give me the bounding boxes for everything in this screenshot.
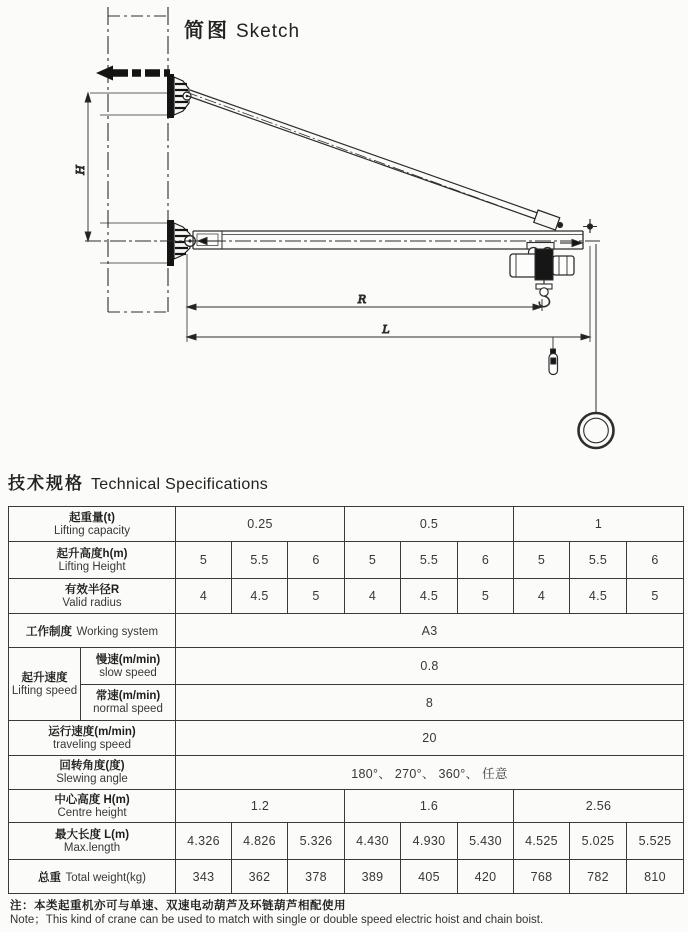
label-en: Lifting Height <box>58 560 126 573</box>
row-label-lift-height <box>9 542 176 579</box>
value-cell: 6 <box>288 542 345 579</box>
row-working-system <box>9 614 684 648</box>
value-cell: 378 <box>288 860 345 894</box>
label-cn: 最大长度 L(m) <box>54 828 130 841</box>
value-cell: 768 <box>514 860 570 894</box>
top-bracket <box>167 74 191 118</box>
row-max-length <box>9 823 684 860</box>
value-cell: 4.5 <box>232 579 288 614</box>
label-en: Centre height <box>57 806 127 819</box>
sketch-title-en: Sketch <box>236 21 301 42</box>
value-cell: 5.025 <box>570 823 627 860</box>
value-cell: 6 <box>458 542 514 579</box>
value-cell: 8 <box>176 685 684 721</box>
row-label-slewing-angle <box>9 756 176 790</box>
value-cell: 5 <box>627 579 684 614</box>
label-cn: 常速(m/min) <box>95 690 161 702</box>
row-label-working-system <box>9 614 176 648</box>
spec-table <box>8 506 684 894</box>
pull-ring <box>579 244 614 448</box>
label-cn: 回转角度(度) <box>59 760 125 772</box>
section-heading <box>8 469 688 494</box>
label-en: Lifting capacity <box>53 524 131 537</box>
row-capacity <box>9 507 684 542</box>
row-label-capacity <box>9 507 176 542</box>
dim-label-h: H <box>74 165 87 175</box>
value-cell: 1.6 <box>345 790 514 823</box>
row-label-max-length <box>9 823 176 860</box>
value-cell: 343 <box>176 860 232 894</box>
value-cell: A3 <box>176 614 684 648</box>
pendant-control <box>549 337 558 375</box>
value-cell: 1 <box>514 507 684 542</box>
footnotes <box>10 899 688 927</box>
value-cell: 4.326 <box>176 823 232 860</box>
label-en: Valid radius <box>62 596 122 609</box>
label-en: Lifting speed <box>11 684 78 697</box>
wall-column <box>90 7 168 312</box>
row-label-lifting-speed <box>9 648 81 721</box>
value-cell: 389 <box>345 860 401 894</box>
row-lift-height <box>9 542 684 579</box>
value-cell: 810 <box>627 860 684 894</box>
value-cell: 4.430 <box>345 823 401 860</box>
label-cn: 起重量(t) <box>69 511 115 524</box>
note-en: Note；This kind of crane can be used to match with single or double speed electric hoist and chain boist. <box>10 914 544 926</box>
row-sublabel-normal-speed <box>81 685 176 721</box>
label-cn: 起升速度 <box>21 671 68 684</box>
label-en: Max.length <box>63 841 121 854</box>
label-cn: 慢速(m/min) <box>95 653 161 666</box>
value-cell: 5 <box>288 579 345 614</box>
value-cell: 0.25 <box>176 507 345 542</box>
value-cell: 405 <box>401 860 458 894</box>
value-cell: 4 <box>345 579 401 614</box>
value-cell: 6 <box>627 542 684 579</box>
value-cell: 0.5 <box>345 507 514 542</box>
value-cell: 5.525 <box>627 823 684 860</box>
label-cn: 总重 <box>38 871 61 884</box>
value-cell: 4.826 <box>232 823 288 860</box>
tie-rod <box>186 90 563 230</box>
row-slow-speed <box>9 648 684 685</box>
row-label-total-weight <box>9 860 176 894</box>
value-cell: 5 <box>176 542 232 579</box>
label-en: slow speed <box>99 666 157 679</box>
sketch-drawing <box>0 0 688 460</box>
value-cell: 782 <box>570 860 627 894</box>
dimension-r <box>187 254 542 342</box>
lower-bracket <box>167 220 195 266</box>
row-normal-speed <box>9 685 684 721</box>
value-cell: 5 <box>458 579 514 614</box>
value-cell: 0.8 <box>176 648 684 685</box>
jib-beam <box>85 219 600 249</box>
value-cell: 2.56 <box>514 790 684 823</box>
anchor-bolt-arrow <box>96 66 170 81</box>
row-traveling-speed <box>9 721 684 756</box>
dimension-h <box>74 93 91 241</box>
value-cell: 20 <box>176 721 684 756</box>
note-cn: 注：本类起重机亦可与单速、双速电动葫芦及环链葫芦相配使用 <box>10 900 346 912</box>
value-cell: 5.5 <box>401 542 458 579</box>
value-cell: 4 <box>514 579 570 614</box>
value-cell: 4.930 <box>401 823 458 860</box>
row-centre-height <box>9 790 684 823</box>
row-radius <box>9 579 684 614</box>
value-cell: 180°、 270°、 360°、 任意 <box>176 756 684 790</box>
row-label-traveling-speed <box>9 721 176 756</box>
value-cell: 420 <box>458 860 514 894</box>
sketch-title-cn: 简图 <box>184 20 230 42</box>
label-en: normal speed <box>93 703 163 715</box>
value-cell: 5.5 <box>570 542 627 579</box>
value-cell: 4.5 <box>570 579 627 614</box>
section-heading-en: Technical Specifications <box>91 476 269 493</box>
value-cell: 4.5 <box>401 579 458 614</box>
dim-label-l: L <box>382 323 390 336</box>
value-cell: 5 <box>514 542 570 579</box>
value-cell: 4 <box>176 579 232 614</box>
label-cn: 中心高度 H(m) <box>54 793 130 806</box>
value-cell: 5 <box>345 542 401 579</box>
label-en: Working system <box>76 625 159 638</box>
row-total-weight <box>9 860 684 894</box>
dim-label-r: R <box>357 293 367 306</box>
sketch-title <box>184 14 300 43</box>
label-en: Total weight(kg) <box>65 871 146 884</box>
row-label-radius <box>9 579 176 614</box>
value-cell: 362 <box>232 860 288 894</box>
row-label-centre-height <box>9 790 176 823</box>
value-cell: 4.525 <box>514 823 570 860</box>
label-en: traveling speed <box>53 738 131 751</box>
jib-crane-sketch <box>0 0 688 460</box>
value-cell: 5.430 <box>458 823 514 860</box>
row-sublabel-slow-speed <box>81 648 176 685</box>
label-en: Slewing angle <box>56 773 128 785</box>
label-cn: 运行速度(m/min) <box>48 725 136 738</box>
value-cell: 5.5 <box>232 542 288 579</box>
value-cell: 1.2 <box>176 790 345 823</box>
electric-hoist <box>510 243 574 281</box>
label-cn: 工作制度 <box>25 625 72 638</box>
value-cell: 5.326 <box>288 823 345 860</box>
label-cn: 起升高度h(m) <box>56 547 128 560</box>
section-heading-cn: 技术规格 <box>8 474 84 493</box>
label-cn: 有效半径R <box>64 583 120 596</box>
row-slewing-angle <box>9 756 684 790</box>
